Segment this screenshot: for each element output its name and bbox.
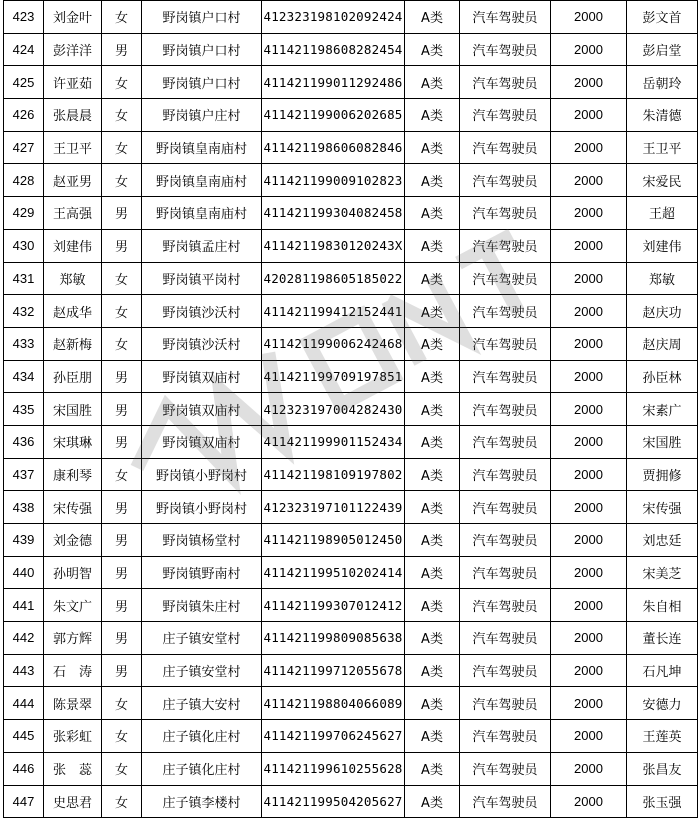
village-cell: 庄子镇大安村	[142, 687, 262, 720]
village-cell: 庄子镇化庄村	[142, 752, 262, 785]
category-cell: A类	[405, 524, 460, 557]
category-cell: A类	[405, 622, 460, 655]
handler-name-cell: 宋国胜	[627, 425, 698, 458]
subsidy-amount-cell: 2000	[551, 327, 627, 360]
village-cell: 庄子镇化庄村	[142, 720, 262, 753]
row-number-cell: 425	[4, 66, 44, 99]
gender-cell: 男	[102, 524, 142, 557]
subsidy-amount-cell: 2000	[551, 229, 627, 262]
row-number-cell: 434	[4, 360, 44, 393]
row-number-cell: 444	[4, 687, 44, 720]
job-type-cell: 汽车驾驶员	[460, 229, 551, 262]
id-number-cell: 411421199412152441	[262, 295, 405, 328]
id-number-cell: 411421199510202414	[262, 556, 405, 589]
table-row	[4, 654, 698, 687]
subsidy-amount-cell: 2000	[551, 425, 627, 458]
handler-name-cell: 张昌友	[627, 752, 698, 785]
village-cell: 野岗镇户口村	[142, 66, 262, 99]
gender-cell: 女	[102, 327, 142, 360]
handler-name-cell: 彭文首	[627, 1, 698, 34]
row-number-cell: 426	[4, 99, 44, 132]
person-name-cell: 宋传强	[44, 491, 102, 524]
village-cell: 野岗镇户口村	[142, 1, 262, 34]
job-type-cell: 汽车驾驶员	[460, 1, 551, 34]
id-number-cell: 411421199009102823	[262, 164, 405, 197]
row-number-cell: 442	[4, 622, 44, 655]
job-type-cell: 汽车驾驶员	[460, 524, 551, 557]
category-cell: A类	[405, 66, 460, 99]
gender-cell: 男	[102, 589, 142, 622]
handler-name-cell: 刘忠廷	[627, 524, 698, 557]
job-type-cell: 汽车驾驶员	[460, 197, 551, 230]
table-row	[4, 295, 698, 328]
gender-cell: 男	[102, 556, 142, 589]
village-cell: 庄子镇李楼村	[142, 785, 262, 818]
table-row	[4, 131, 698, 164]
id-number-cell: 411421198905012450	[262, 524, 405, 557]
row-number-cell: 433	[4, 327, 44, 360]
person-name-cell: 史思君	[44, 785, 102, 818]
gender-cell: 男	[102, 622, 142, 655]
row-number-cell: 447	[4, 785, 44, 818]
village-cell: 野岗镇小野岗村	[142, 491, 262, 524]
category-cell: A类	[405, 491, 460, 524]
village-cell: 庄子镇安堂村	[142, 654, 262, 687]
id-number-cell: 411421198804066089	[262, 687, 405, 720]
row-number-cell: 431	[4, 262, 44, 295]
job-type-cell: 汽车驾驶员	[460, 556, 551, 589]
person-name-cell: 王卫平	[44, 131, 102, 164]
subsidy-amount-cell: 2000	[551, 524, 627, 557]
table-row	[4, 524, 698, 557]
gender-cell: 女	[102, 720, 142, 753]
job-type-cell: 汽车驾驶员	[460, 131, 551, 164]
category-cell: A类	[405, 458, 460, 491]
job-type-cell: 汽车驾驶员	[460, 66, 551, 99]
table-row	[4, 589, 698, 622]
gender-cell: 男	[102, 654, 142, 687]
handler-name-cell: 宋传强	[627, 491, 698, 524]
category-cell: A类	[405, 687, 460, 720]
row-number-cell: 440	[4, 556, 44, 589]
table-row	[4, 262, 698, 295]
handler-name-cell: 王莲英	[627, 720, 698, 753]
person-name-cell: 张晨晨	[44, 99, 102, 132]
table-row	[4, 687, 698, 720]
category-cell: A类	[405, 360, 460, 393]
table-row	[4, 752, 698, 785]
table-row	[4, 458, 698, 491]
job-type-cell: 汽车驾驶员	[460, 360, 551, 393]
row-number-cell: 427	[4, 131, 44, 164]
category-cell: A类	[405, 99, 460, 132]
category-cell: A类	[405, 164, 460, 197]
table-row	[4, 785, 698, 818]
subsidy-amount-cell: 2000	[551, 66, 627, 99]
table-row	[4, 425, 698, 458]
job-type-cell: 汽车驾驶员	[460, 295, 551, 328]
person-name-cell: 刘建伟	[44, 229, 102, 262]
gender-cell: 女	[102, 164, 142, 197]
row-number-cell: 441	[4, 589, 44, 622]
id-number-cell: 411421199809085638	[262, 622, 405, 655]
job-type-cell: 汽车驾驶员	[460, 33, 551, 66]
subsidy-amount-cell: 2000	[551, 393, 627, 426]
subsidy-amount-cell: 2000	[551, 589, 627, 622]
row-number-cell: 437	[4, 458, 44, 491]
village-cell: 野岗镇野南村	[142, 556, 262, 589]
job-type-cell: 汽车驾驶员	[460, 785, 551, 818]
id-number-cell: 412323197101122439	[262, 491, 405, 524]
handler-name-cell: 赵庆功	[627, 295, 698, 328]
row-number-cell: 430	[4, 229, 44, 262]
gender-cell: 女	[102, 99, 142, 132]
subsidy-amount-cell: 2000	[551, 752, 627, 785]
row-number-cell: 443	[4, 654, 44, 687]
village-cell: 野岗镇孟庄村	[142, 229, 262, 262]
handler-name-cell: 岳朝玲	[627, 66, 698, 99]
table-row	[4, 327, 698, 360]
subsidy-amount-cell: 2000	[551, 1, 627, 34]
person-name-cell: 刘金德	[44, 524, 102, 557]
table-row	[4, 197, 698, 230]
table-row	[4, 622, 698, 655]
handler-name-cell: 宋爱民	[627, 164, 698, 197]
row-number-cell: 445	[4, 720, 44, 753]
person-name-cell: 彭洋洋	[44, 33, 102, 66]
table-row	[4, 229, 698, 262]
village-cell: 野岗镇户庄村	[142, 99, 262, 132]
job-type-cell: 汽车驾驶员	[460, 327, 551, 360]
person-name-cell: 石 涛	[44, 654, 102, 687]
handler-name-cell: 安德力	[627, 687, 698, 720]
id-number-cell: 411421199006202685	[262, 99, 405, 132]
subsidy-amount-cell: 2000	[551, 622, 627, 655]
category-cell: A类	[405, 589, 460, 622]
id-number-cell: 411421199709197851	[262, 360, 405, 393]
id-number-cell: 420281198605185022	[262, 262, 405, 295]
village-cell: 野岗镇平岗村	[142, 262, 262, 295]
row-number-cell: 423	[4, 1, 44, 34]
person-name-cell: 张 蕊	[44, 752, 102, 785]
subsidy-amount-cell: 2000	[551, 687, 627, 720]
handler-name-cell: 彭启堂	[627, 33, 698, 66]
category-cell: A类	[405, 295, 460, 328]
person-name-cell: 郭方辉	[44, 622, 102, 655]
village-cell: 野岗镇沙沃村	[142, 327, 262, 360]
village-cell: 野岗镇小野岗村	[142, 458, 262, 491]
table-row	[4, 99, 698, 132]
row-number-cell: 432	[4, 295, 44, 328]
category-cell: A类	[405, 785, 460, 818]
row-number-cell: 438	[4, 491, 44, 524]
subsidy-amount-cell: 2000	[551, 785, 627, 818]
table-row	[4, 393, 698, 426]
handler-name-cell: 郑敏	[627, 262, 698, 295]
village-cell: 野岗镇户口村	[142, 33, 262, 66]
person-name-cell: 郑敏	[44, 262, 102, 295]
person-name-cell: 王高强	[44, 197, 102, 230]
handler-name-cell: 赵庆周	[627, 327, 698, 360]
gender-cell: 女	[102, 262, 142, 295]
category-cell: A类	[405, 1, 460, 34]
job-type-cell: 汽车驾驶员	[460, 687, 551, 720]
table-row	[4, 164, 698, 197]
handler-name-cell: 王超	[627, 197, 698, 230]
job-type-cell: 汽车驾驶员	[460, 654, 551, 687]
category-cell: A类	[405, 197, 460, 230]
person-name-cell: 赵成华	[44, 295, 102, 328]
category-cell: A类	[405, 229, 460, 262]
job-type-cell: 汽车驾驶员	[460, 491, 551, 524]
person-name-cell: 赵新梅	[44, 327, 102, 360]
person-name-cell: 张彩虹	[44, 720, 102, 753]
handler-name-cell: 朱清德	[627, 99, 698, 132]
row-number-cell: 436	[4, 425, 44, 458]
row-number-cell: 446	[4, 752, 44, 785]
id-number-cell: 411421199706245627	[262, 720, 405, 753]
subsidy-amount-cell: 2000	[551, 360, 627, 393]
job-type-cell: 汽车驾驶员	[460, 458, 551, 491]
subsidy-amount-cell: 2000	[551, 197, 627, 230]
row-number-cell: 439	[4, 524, 44, 557]
job-type-cell: 汽车驾驶员	[460, 262, 551, 295]
gender-cell: 女	[102, 785, 142, 818]
person-name-cell: 康利琴	[44, 458, 102, 491]
handler-name-cell: 石凡坤	[627, 654, 698, 687]
person-name-cell: 陈景翠	[44, 687, 102, 720]
id-number-cell: 411421198109197802	[262, 458, 405, 491]
category-cell: A类	[405, 262, 460, 295]
id-number-cell: 411421199304082458	[262, 197, 405, 230]
subsidy-amount-cell: 2000	[551, 491, 627, 524]
id-number-cell: 412323198102092424	[262, 1, 405, 34]
row-number-cell: 435	[4, 393, 44, 426]
person-name-cell: 朱文广	[44, 589, 102, 622]
gender-cell: 女	[102, 687, 142, 720]
subsidy-amount-cell: 2000	[551, 458, 627, 491]
handler-name-cell: 王卫平	[627, 131, 698, 164]
person-name-cell: 孙臣朋	[44, 360, 102, 393]
handler-name-cell: 宋美芝	[627, 556, 698, 589]
category-cell: A类	[405, 752, 460, 785]
handler-name-cell: 董长连	[627, 622, 698, 655]
handler-name-cell: 孙臣林	[627, 360, 698, 393]
id-number-cell: 412323197004282430	[262, 393, 405, 426]
gender-cell: 女	[102, 458, 142, 491]
category-cell: A类	[405, 33, 460, 66]
row-number-cell: 429	[4, 197, 44, 230]
table-body	[4, 1, 698, 818]
id-number-cell: 411421199610255628	[262, 752, 405, 785]
table-row	[4, 66, 698, 99]
village-cell: 野岗镇双庙村	[142, 425, 262, 458]
subsidy-amount-cell: 2000	[551, 33, 627, 66]
category-cell: A类	[405, 654, 460, 687]
id-number-cell: 411421198608282454	[262, 33, 405, 66]
village-cell: 野岗镇皇南庙村	[142, 131, 262, 164]
gender-cell: 女	[102, 1, 142, 34]
gender-cell: 男	[102, 229, 142, 262]
person-name-cell: 孙明智	[44, 556, 102, 589]
village-cell: 野岗镇皇南庙村	[142, 164, 262, 197]
handler-name-cell: 朱自相	[627, 589, 698, 622]
handler-name-cell: 宋素广	[627, 393, 698, 426]
gender-cell: 男	[102, 360, 142, 393]
village-cell: 野岗镇沙沃村	[142, 295, 262, 328]
gender-cell: 女	[102, 752, 142, 785]
job-type-cell: 汽车驾驶员	[460, 720, 551, 753]
id-number-cell: 411421199712055678	[262, 654, 405, 687]
gender-cell: 女	[102, 131, 142, 164]
gender-cell: 男	[102, 393, 142, 426]
person-name-cell: 赵亚男	[44, 164, 102, 197]
village-cell: 野岗镇双庙村	[142, 393, 262, 426]
subsidy-amount-cell: 2000	[551, 262, 627, 295]
gender-cell: 男	[102, 425, 142, 458]
id-number-cell: 411421199006242468	[262, 327, 405, 360]
subsidy-amount-cell: 2000	[551, 720, 627, 753]
id-number-cell: 41142119830120243X	[262, 229, 405, 262]
person-name-cell: 宋琪琳	[44, 425, 102, 458]
handler-name-cell: 刘建伟	[627, 229, 698, 262]
village-cell: 野岗镇皇南庙村	[142, 197, 262, 230]
village-cell: 野岗镇双庙村	[142, 360, 262, 393]
subsidy-roster-table	[3, 0, 698, 818]
gender-cell: 女	[102, 66, 142, 99]
person-name-cell: 宋国胜	[44, 393, 102, 426]
gender-cell: 男	[102, 491, 142, 524]
job-type-cell: 汽车驾驶员	[460, 393, 551, 426]
handler-name-cell: 贾拥修	[627, 458, 698, 491]
village-cell: 野岗镇杨堂村	[142, 524, 262, 557]
category-cell: A类	[405, 393, 460, 426]
gender-cell: 女	[102, 295, 142, 328]
id-number-cell: 411421199307012412	[262, 589, 405, 622]
subsidy-amount-cell: 2000	[551, 164, 627, 197]
id-number-cell: 411421199504205627	[262, 785, 405, 818]
table-row	[4, 360, 698, 393]
job-type-cell: 汽车驾驶员	[460, 752, 551, 785]
job-type-cell: 汽车驾驶员	[460, 99, 551, 132]
gender-cell: 男	[102, 33, 142, 66]
village-cell: 庄子镇安堂村	[142, 622, 262, 655]
job-type-cell: 汽车驾驶员	[460, 622, 551, 655]
id-number-cell: 411421198606082846	[262, 131, 405, 164]
subsidy-amount-cell: 2000	[551, 654, 627, 687]
row-number-cell: 428	[4, 164, 44, 197]
subsidy-amount-cell: 2000	[551, 556, 627, 589]
table-row	[4, 491, 698, 524]
handler-name-cell: 张玉强	[627, 785, 698, 818]
table-row	[4, 1, 698, 34]
id-number-cell: 411421199901152434	[262, 425, 405, 458]
job-type-cell: 汽车驾驶员	[460, 425, 551, 458]
person-name-cell: 刘金叶	[44, 1, 102, 34]
subsidy-amount-cell: 2000	[551, 131, 627, 164]
gender-cell: 男	[102, 197, 142, 230]
category-cell: A类	[405, 327, 460, 360]
category-cell: A类	[405, 131, 460, 164]
job-type-cell: 汽车驾驶员	[460, 164, 551, 197]
table-row	[4, 33, 698, 66]
subsidy-amount-cell: 2000	[551, 99, 627, 132]
row-number-cell: 424	[4, 33, 44, 66]
person-name-cell: 许亚茹	[44, 66, 102, 99]
table-row	[4, 556, 698, 589]
category-cell: A类	[405, 720, 460, 753]
category-cell: A类	[405, 556, 460, 589]
table-row	[4, 720, 698, 753]
job-type-cell: 汽车驾驶员	[460, 589, 551, 622]
id-number-cell: 411421199011292486	[262, 66, 405, 99]
category-cell: A类	[405, 425, 460, 458]
subsidy-amount-cell: 2000	[551, 295, 627, 328]
village-cell: 野岗镇朱庄村	[142, 589, 262, 622]
